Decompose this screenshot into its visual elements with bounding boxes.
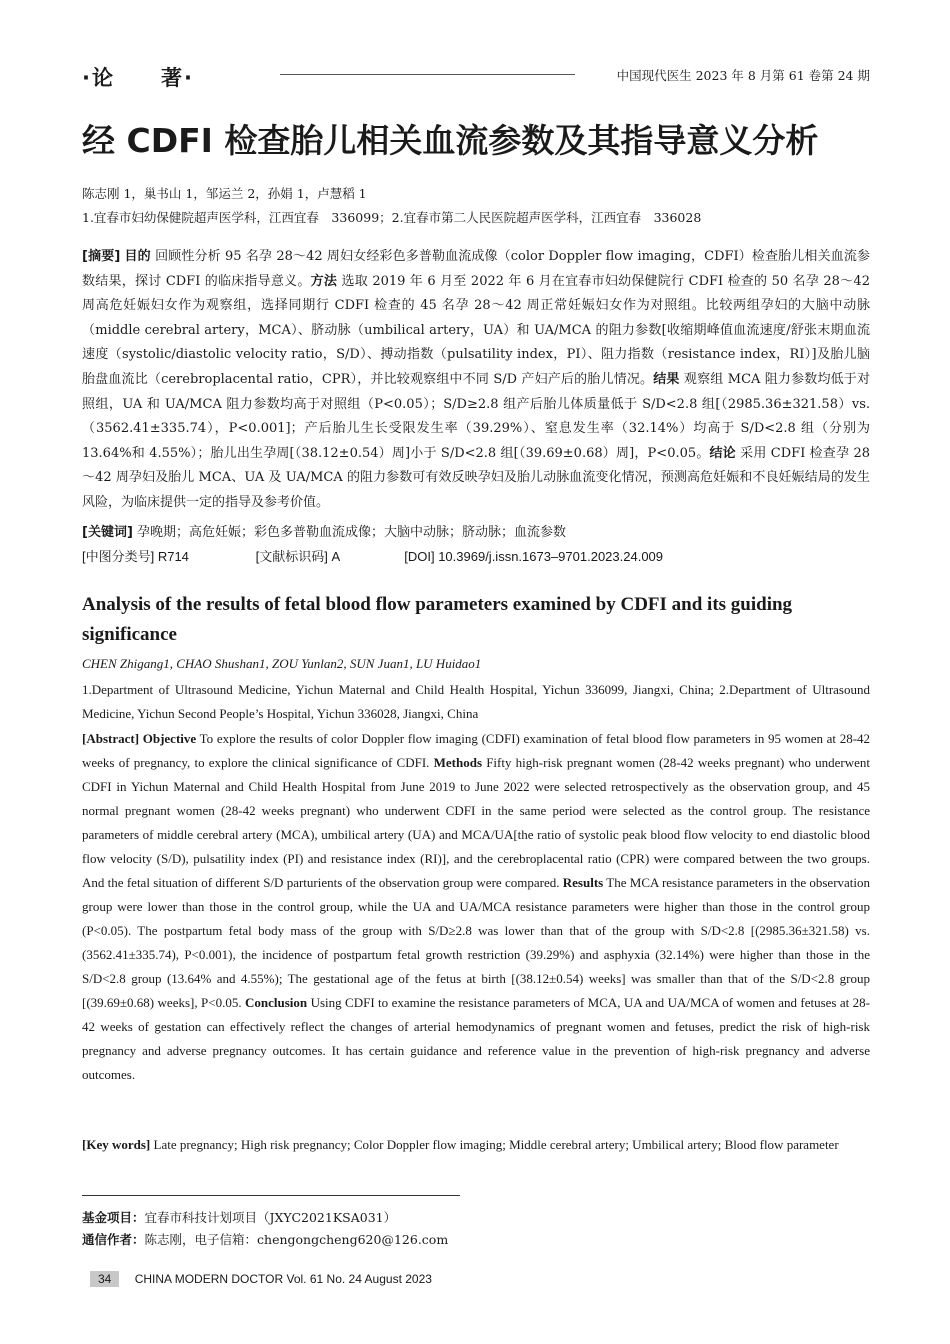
methods-label: 方法: [310, 273, 338, 289]
chinese-authors: 陈志刚 1，巢书山 1，邹运兰 2，孙娟 1，卢慧稻 1: [82, 186, 367, 201]
english-authors: CHEN Zhigang1, CHAO Shushan1, ZOU Yunlan2, SUN Juan1, LU Huidao1: [82, 656, 482, 671]
correspondence-note: [82, 1230, 448, 1248]
conclusion-en-text: Using CDFI to examine the resistance parameters of MCA, UA and UA/MCA of women and fetuses at 28-42 weeks of gestation can effectively reflect the changes of arterial hemodynamics of pregnant women and fetuses, predict the risk of high-risk pregnancy and adverse pregnancy outcomes. It has certain guidance and reference value in the prevention of high-risk pregnancy and adverse outcomes.: [82, 995, 871, 1082]
page-header: [82, 62, 870, 88]
results-en-label: Results: [562, 875, 604, 890]
fund-note: [82, 1208, 396, 1226]
keywords-label: [关键词]: [82, 525, 133, 540]
corr-label: 通信作者：: [82, 1232, 145, 1247]
methods-en-label: Methods: [433, 755, 482, 770]
footnote-divider: [82, 1195, 460, 1196]
methods-en-text: Fifty high-risk pregnant women (28-42 weeks pregnant) who underwent CDFI in Yichun Maternal and Child Health Hospital from June 2019 to June 2022 were selected retrospectively as the observation group, and 45 normal pregnant women (28-42 weeks pregnant) who underwent CDFI in the same period were selected as the control group. The resistance parameters of middle cerebral artery (MCA), umbilical artery (UA) and MCA/UA[the ratio of systolic peak blood flow velocity to end diastolic blood flow velocity (S/D), pulsatility index (PI) and resistance index (RI)], and the cerebroplacental ratio (CPR) were compared between the two groups. And the fetal situation of different S/D parturients of the observation group were compared.: [82, 755, 870, 890]
keywords-en-text: Late pregnancy; High risk pregnancy; Color Doppler flow imaging; Middle cerebral artery; Umbilical artery; Blood flow parameter: [153, 1137, 839, 1152]
conclusion-label: 结论: [709, 445, 736, 461]
methods-text: 选取 2019 年 6 月至 2022 年 6 月在宜春市妇幼保健院行 CDFI 检查的 50 名孕 28～42 周高危妊娠妇女作为观察组，选择同期行 CDFI 检查的 45 名孕 28～42 周正常妊娠妇女作为对照组。比较两组孕妇的大脑中动脉（middle cerebral artery，MCA）、脐动脉（umbilical artery，UA）和 UA/MCA 的阻力参数[收缩期峰值血流速度/舒张末期血流速度（systolic/diastolic velocity ratio，S/D）、搏动指数（pulsatility index，PI）、阻力指数（resistance index，RI）]及胎儿脑胎盘血流比（cerebroplacental ratio，CPR），并比较观察组中不同 S/D 产妇产后的胎儿情况。: [82, 273, 870, 387]
page-number: 34: [90, 1271, 119, 1287]
english-abstract: [82, 727, 870, 1087]
chinese-keywords: [82, 521, 870, 545]
keywords-text: 孕晚期；高危妊娠；彩色多普勒血流成像；大脑中动脉；脐动脉；血流参数: [137, 525, 567, 540]
clc-number: [中图分类号] R714: [82, 549, 189, 564]
objective-en-label: Objective: [142, 731, 197, 746]
chinese-affiliations: 1.宜春市妇幼保健院超声医学科，江西宜春 336099；2.宜春市第二人民医院超声医学科，江西宜春 336028: [82, 210, 702, 225]
classification-row: [82, 546, 870, 565]
chinese-title: 经 CDFI 检查胎儿相关血流参数及其指导意义分析: [82, 121, 819, 160]
journal-info: 中国现代医生 2023 年 8 月第 61 卷第 24 期: [616, 68, 870, 83]
english-affiliations: 1.Department of Ultrasound Medicine, Yichun Maternal and Child Health Hospital, Yichun 336099, Jiangxi, China; 2.Department of Ultrasound Medicine, Yichun Second People’s Hospital, Yichun 336028, Jiangxi, China: [82, 682, 870, 721]
footer-journal: CHINA MODERN DOCTOR Vol. 61 No. 24 August 2023: [134, 1272, 432, 1286]
section-label: ·论 著·: [82, 66, 194, 90]
conclusion-text: 采用 CDFI 检查孕 28～42 周孕妇及胎儿 MCA、UA 及 UA/MCA 的阻力参数可有效反映孕妇及胎儿动脉血流变化情况，预测高危妊娠和不良妊娠结局的发生风险，为临床提供一定的指导及参考价值。: [82, 445, 870, 510]
objective-en-text: To explore the results of color Doppler flow imaging (CDFI) examination of fetal blood flow parameters in 95 women at 28-42 weeks of pregnancy, to explore the clinical significance of CDFI.: [82, 731, 871, 770]
page-footer: [90, 1271, 432, 1289]
english-title: Analysis of the results of fetal blood flow parameters examined by CDFI and its guiding significance: [82, 594, 793, 645]
corr-text: 陈志刚，电子信箱：chengongcheng620@126.com: [144, 1232, 449, 1247]
header-divider: [280, 74, 575, 75]
results-en-text: The MCA resistance parameters in the observation group were lower than those in the control group, while the UA and UA/MCA resistance parameters were higher than those in the control group (P<0.05). The postpartum fetal body mass of the group with S/D≥2.8 was lower than that of the group with S/D<2.8 [(2985.36±321.58) vs. (3562.41±335.74), P<0.001), the incidence of postpartum fetal growth restriction (39.29%) and asphyxia (32.14%) were higher than those in the S/D<2.8 group (13.64% and 4.55%); The gestational age of the fetus at birth [(38.12±0.54) weeks] was smaller than that of the S/D<2.8 group [(39.69±0.68) weeks], P<0.05.: [82, 875, 871, 1010]
abstract-en-label: [Abstract]: [82, 731, 140, 746]
abstract-label: [摘要]: [82, 249, 121, 264]
fund-label: 基金项目：: [82, 1210, 145, 1225]
objective-label: 目的: [124, 249, 151, 264]
keywords-en-label: [Key words]: [82, 1137, 151, 1152]
chinese-abstract: [82, 245, 870, 516]
english-keywords: [82, 1133, 870, 1157]
results-text: 观察组 MCA 阻力参数均低于对照组，UA 和 UA/MCA 阻力参数均高于对照组（P<0.05）；S/D≥2.8 组产后胎儿体质量低于 S/D<2.8 组[（2985.36±321.58）vs.（3562.41±335.74），P<0.001]；产后胎儿生长受限发生率（39.29%）、窒息发生率（32.14%）均高于 S/D<2.8 组（分别为 13.64%和 4.55%）；胎儿出生孕周[（38.12±0.54）周]小于 S/D<2.8 组[（39.69±0.68）周]，P<0.05。: [82, 371, 870, 461]
doi: [DOI] 10.3969/j.issn.1673–9701.2023.24.009: [404, 549, 664, 564]
fund-text: 宜春市科技计划项目（JXYC2021KSA031）: [144, 1210, 397, 1225]
document-code: [文献标识码] A: [255, 549, 341, 564]
objective-text: 回顾性分析 95 名孕 28～42 周妇女经彩色多普勒血流成像（color Doppler flow imaging，CDFI）检查胎儿相关血流参数结果，探讨 CDFI 的临床指导意义。: [82, 249, 870, 289]
conclusion-en-label: Conclusion: [245, 995, 308, 1010]
results-label: 结果: [653, 371, 680, 387]
